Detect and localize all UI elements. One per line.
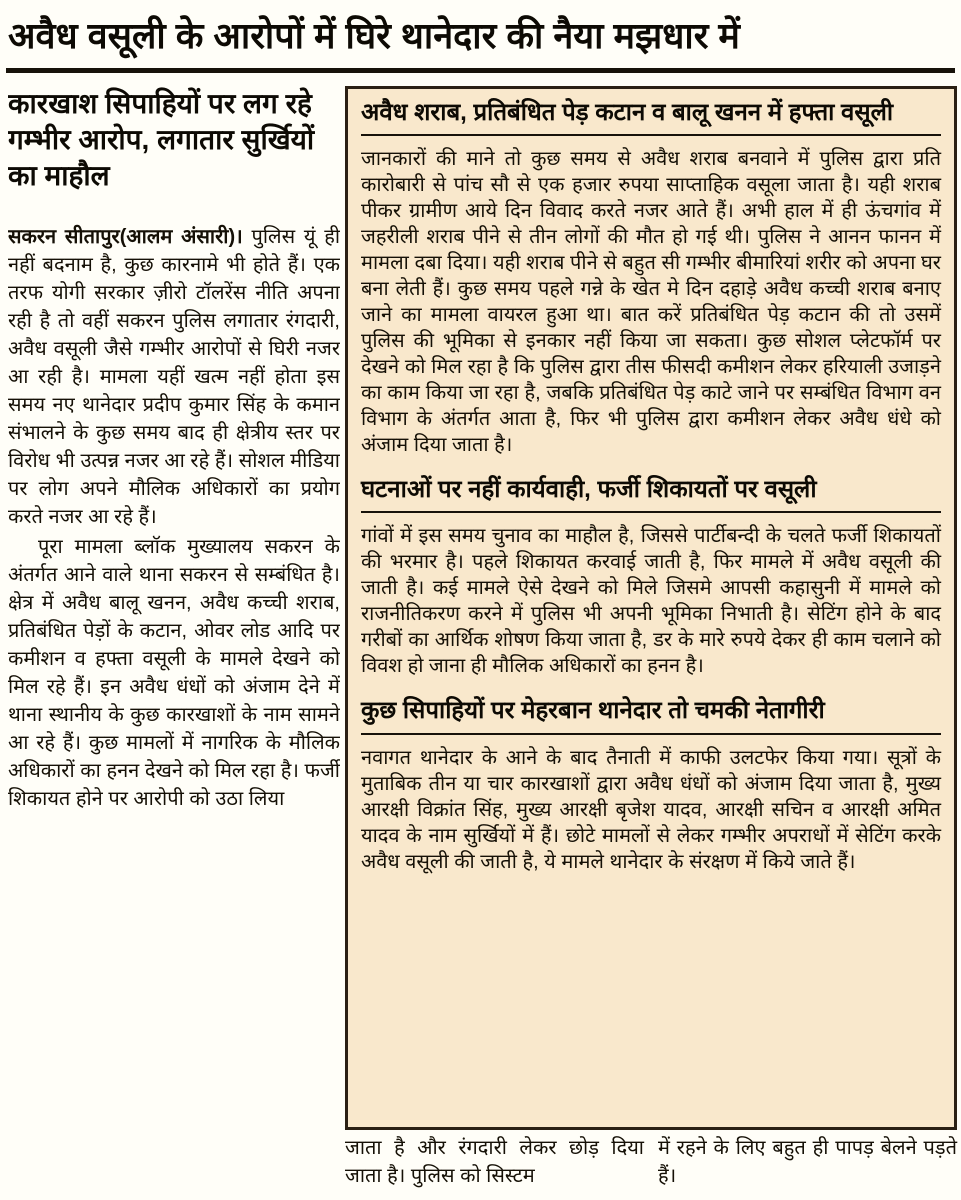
headline-divider [6, 68, 955, 73]
left-paragraph-2: पूरा मामला ब्लॉक मुख्यालय सकरन के अंतर्गत आने वाले थाना सकरन से सम्बंधित है। क्षेत्र में अवैध बालू खनन, अवैध कच्ची शराब, प्रतिबंधित पेड़ों के कटान, ओवर लोड आदि पर कमीशन व हफ्ता वसूली के मामले देखने को मिल रहे हैं। इन अवैध धंधों को अंजाम देने में थाना स्थानीय के कुछ कारखाशों के नाम सामने आ रहे हैं। कुछ मामलों में नागरिक के मौलिक अधिकारों का हनन देखने को मिल रहा है। फर्जी शिकायत होने पर आरोपी को उठा लिया [8, 536, 340, 811]
box-section-2 [361, 474, 941, 679]
box-section-3 [361, 695, 941, 874]
box-section-1-heading: अवैध शराब, प्रतिबंधित पेड़ कटान व बालू खनन में हफ्ता वसूली [361, 97, 941, 136]
byline: सकरन सीतापुर(आलम अंसारी)। [8, 226, 243, 249]
box-section-1-body: जानकारों की माने तो कुछ समय से अवैध शराब बनवाने में पुलिस द्वारा प्रति कारोबारी से पांच सौ से एक हजार रुपया साप्ताहिक वसूला जाता है। यही शराब पीकर ग्रामीण आये दिन विवाद करते नजर आते हैं। अभी हाल में ही ऊंचगांव में जहरीली शराब पीने से तीन लोगों की मौत हो गई थी। पुलिस ने आनन फानन में मामला दबा दिया। यही शराब पीने से बहुत सी गम्भीर बीमारियां शरीर को अपना घर बना लेती हैं। कुछ समय पहले गन्ने के खेत मे दिन दहाड़े अवैध कच्ची शराब बनाए जाने का मामला वायरल हुआ था। बात करें प्रतिबंधित पेड़ कटान की तो उसमें पुलिस की भूमिका से इनकार नहीं किया जा सकता। कुछ सोशल प्लेटफॉर्म पर देखने को मिल रहा है कि पुलिस द्वारा तीस फीसदी कमीशन लेकर हरियाली उजाड़ने का काम किया जा रहा है, जबकि प्रतिबंधित पेड़ काटे जाने पर सम्बंधित विभाग वन विभाग के अंतर्गत आता है, फिर भी पुलिस द्वारा कमीशन लेकर अवैध धंधे को अंजाम दिया जाता है। [361, 148, 941, 457]
box-section-3-heading: कुछ सिपाहियों पर मेहरबान थानेदार तो चमकी नेतागीरी [361, 695, 941, 734]
left-paragraph-1-text: पुलिस यूं ही नहीं बदनाम है, कुछ कारनामे भी होते हैं। एक तरफ योगी सरकार ज़ीरो टॉलरेंस नीति अपना रही है तो वहीं सकरन पुलिस लगातार रंगदारी, अवैध वसूली जैसे गम्भीर आरोपों से घिरी नजर आ रही है। मामला यहीं खत्म नहीं होता इस समय नए थानेदार प्रदीप कुमार सिंह के कमान संभालने के कुछ समय बाद ही क्षेत्रीय स्तर पर विरोध भी उत्पन्न नजर आ रहे हैं। सोशल मीडिया पर लोग अपने मौलिक अधिकारों का प्रयोग करते नजर आ रहे हैं। [8, 226, 340, 529]
highlight-box [345, 86, 957, 1130]
left-paragraph-1 [8, 223, 340, 531]
continuation-column-2: में रहने के लिए बहुत ही पापड़ बेलने पड़ते हैं। [658, 1137, 957, 1187]
left-subheading: कारखाश सिपाहियों पर लग रहे गम्भीर आरोप, लगातार सुर्खियों का माहौल [8, 88, 315, 191]
box-section-2-body: गांवों में इस समय चुनाव का माहौल है, जिससे पार्टीबन्दी के चलते फर्जी शिकायतों की भरमार है। पहले शिकायत करवाई जाती है, फिर मामले में अवैध वसूली की जाती है। कई मामले ऐसे देखने को मिले जिसमे आपसी कहासुनी में मामले को राजनीतिकरण करने में पुलिस भी अपनी भूमिका निभाती है। सेटिंग होने के बाद गरीबों का आर्थिक शोषण किया जाता है, डर के मारे रुपये देकर ही काम चलाने को विवश हो जाना ही मौलिक अधिकारों का हनन है। [361, 525, 941, 678]
box-section-1 [361, 97, 941, 458]
headline: अवैध वसूली के आरोपों में घिरे थानेदार की नैया मझधार में [8, 15, 740, 56]
left-column [8, 86, 340, 1196]
box-section-3-body: नवागत थानेदार के आने के बाद तैनाती में काफी उलटफेर किया गया। सूत्रों के मुताबिक तीन या चार कारखाशों द्वारा अवैध धंधों को अंजाम दिया जाता है, मुख्य आरक्षी विक्रांत सिंह, मुख्य आरक्षी बृजेश यादव, आरक्षी सचिन व आरक्षी अमित यादव के नाम सुर्खियों में हैं। छोटे मामलों से लेकर गम्भीर अपराधों में सेटिंग करके अवैध वसूली की जाती है, ये मामले थानेदार के संरक्षण में किये जाते हैं। [361, 746, 941, 873]
continuation-row [345, 1134, 957, 1190]
box-section-2-heading: घटनाओं पर नहीं कार्यवाही, फर्जी शिकायतों पर वसूली [361, 474, 941, 513]
continuation-column-1: जाता है और रंगदारी लेकर छोड़ दिया जाता है। पुलिस को सिस्टम [345, 1137, 644, 1187]
